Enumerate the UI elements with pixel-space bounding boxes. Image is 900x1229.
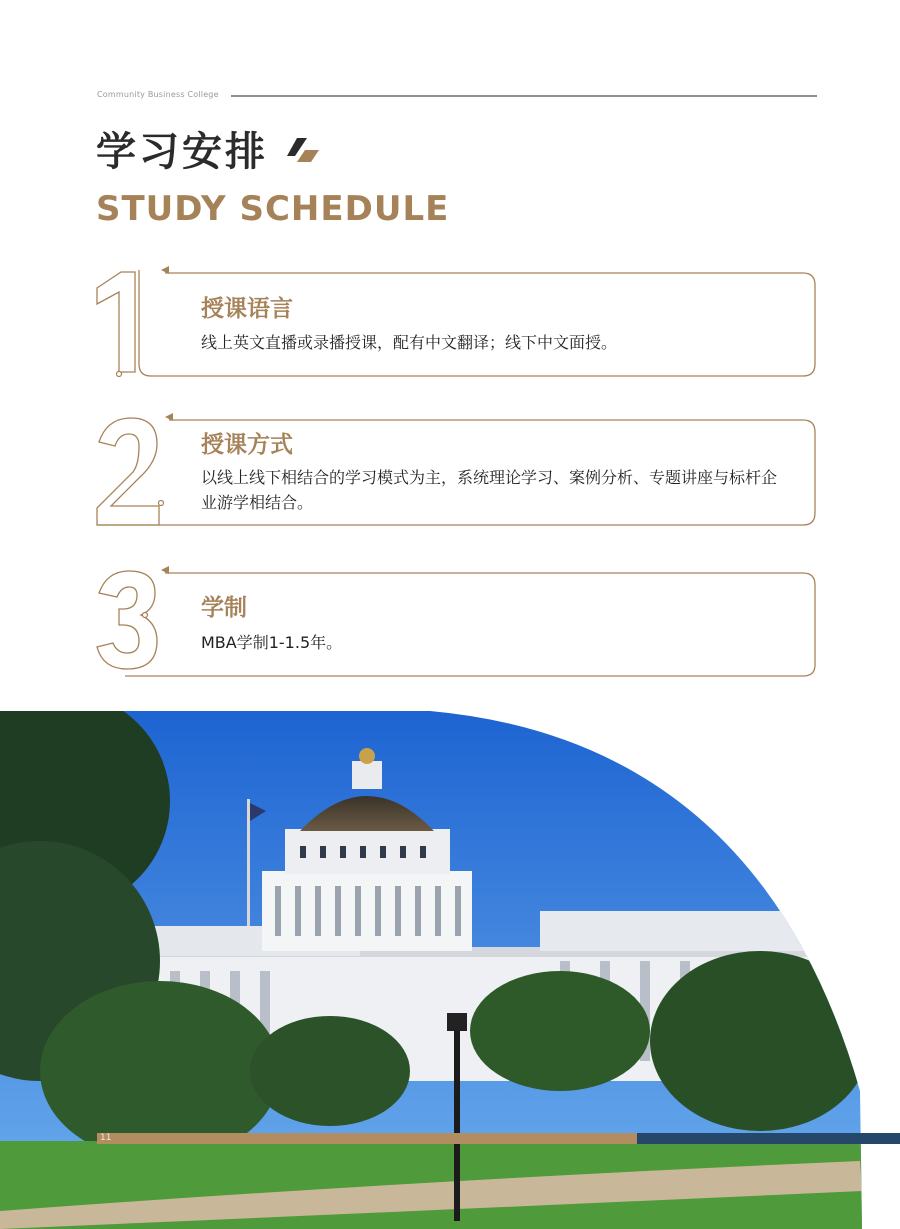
item-text: 线上英文直播或录播授课，配有中文翻译；线下中文面授。 xyxy=(201,333,618,352)
item-text: 以线上线下相结合的学习模式为主，系统理论学习、案例分析、专题讲座与标杆企业游学相结合。 xyxy=(201,468,778,512)
slash-accent-icon xyxy=(287,138,319,168)
page-subtitle: STUDY SCHEDULE xyxy=(96,189,450,229)
page-title: 学习安排 xyxy=(96,129,268,175)
item-text: MBA学制1-1.5年。 xyxy=(201,633,343,652)
item-heading: 授课方式 xyxy=(201,432,293,458)
schedule-item-3 xyxy=(95,563,817,681)
header-row xyxy=(97,89,817,103)
capitol-building-photo xyxy=(0,711,900,1229)
item-heading: 学制 xyxy=(201,595,247,621)
header-divider xyxy=(231,95,817,97)
footer-bar-gold xyxy=(97,1133,637,1144)
item-heading: 授课语言 xyxy=(201,296,293,322)
college-name: Community Business College xyxy=(97,90,219,99)
schedule-item-1 xyxy=(95,262,817,380)
schedule-item-2 xyxy=(95,410,817,528)
footer-bar-navy xyxy=(637,1133,900,1144)
page-number: 11 xyxy=(100,1133,112,1143)
